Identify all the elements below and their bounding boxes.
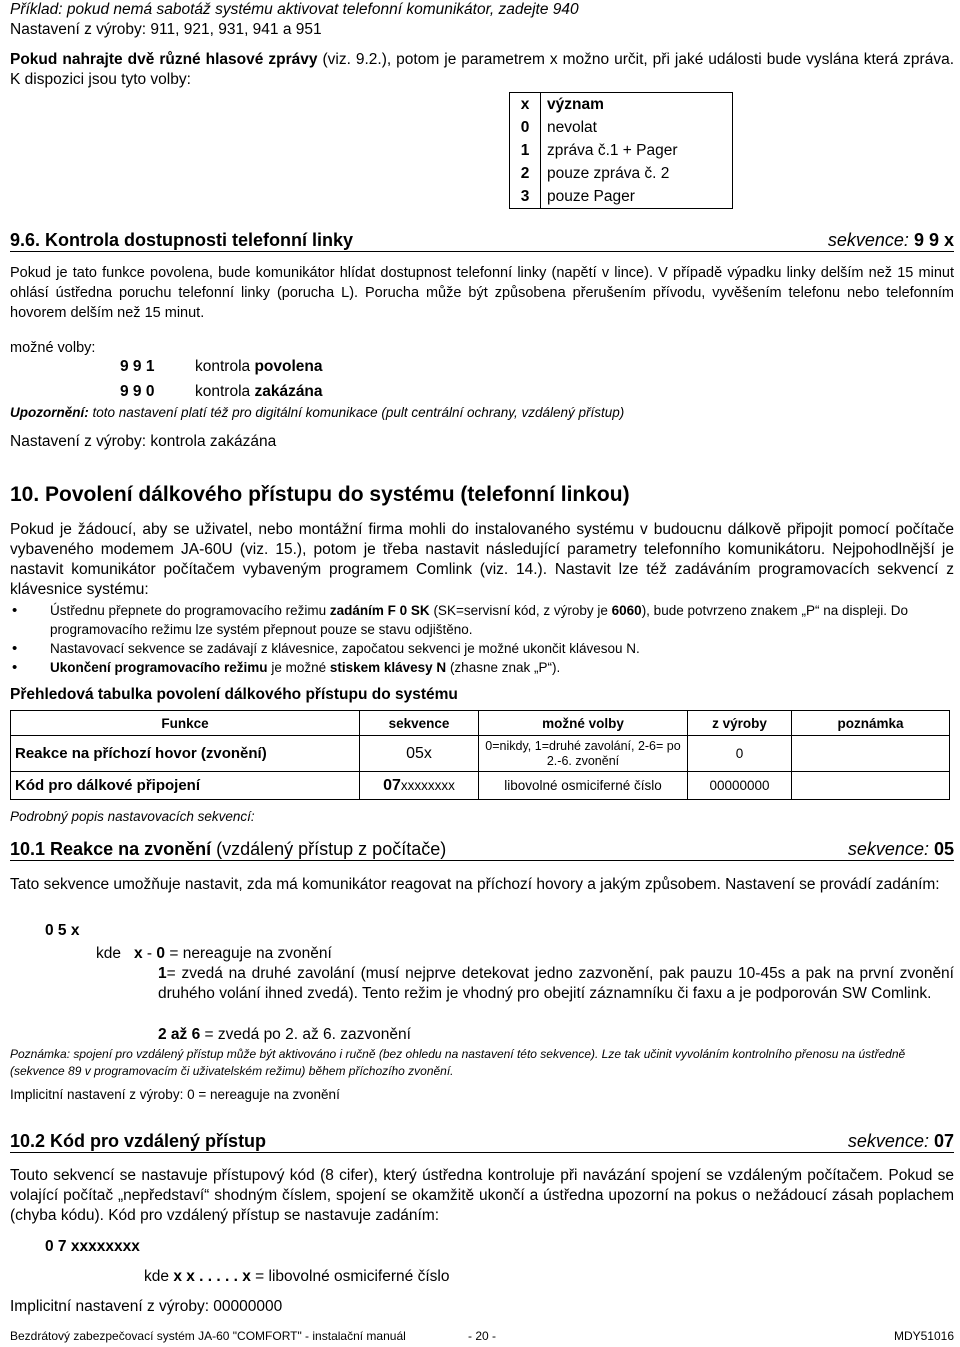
implicit-setting: Implicitní nastavení z výroby: 0 = nereaguje na zvonění	[10, 1087, 340, 1102]
implicit-setting: Implicitní nastavení z výroby: 00000000	[10, 1298, 283, 1315]
footer-left: Bezdrátový zabezpečovací systém JA-60 "COMFORT" - instalační manuál	[10, 1329, 406, 1343]
table-cell: 1	[510, 139, 541, 162]
section-10-1-paragraph: Tato sekvence umožňuje nastavit, zda má komunikátor reagovat na příchozí hovory a jakým způsobem. Nastavení se provádí zadáním:	[10, 876, 940, 893]
option-value: povolena	[254, 358, 323, 375]
table-cell: 3	[510, 185, 541, 209]
table-cell: 0	[510, 116, 541, 139]
table-row	[510, 93, 733, 117]
table-cell: zpráva č.1 + Pager	[541, 139, 733, 162]
table-cell: 0=nikdy, 1=druhé zavolání, 2-6= po 2.-6. zvonění	[479, 736, 688, 772]
warning-text: toto nastavení platí též pro digitální komunikace (pult centrální ochrany, vzdálený přístup)	[88, 405, 625, 420]
section-10-1-heading	[10, 839, 954, 861]
table-header-cell: x	[510, 93, 541, 117]
table-cell: 2	[510, 162, 541, 185]
table-header-cell: význam	[541, 93, 733, 117]
table-cell: libovolné osmiciferné číslo	[479, 772, 688, 800]
sequence-code: 0 7 xxxxxxxx	[45, 1238, 140, 1255]
detail-label: Podrobný popis nastavovacích sekvencí:	[10, 809, 255, 824]
table-row	[510, 185, 733, 209]
table-cell	[792, 736, 950, 772]
section-10-2-paragraph: Touto sekvencí se nastavuje přístupový kód (8 cifer), který ústředna kontroluje při navázání spojení se vzdáleným počítačem. Pokud se volající počítač „nepředstaví“ shodným číslem, spojení se okamžitě ukončí a ústředna upozorní na pokus o nežádoucí zásah poplachem (chyba kódu). Kód pro vzdálený přístup se nastavuje zadáním:	[10, 1167, 954, 1224]
kde-line: kde x x . . . . . x = libovolné osmiciferné číslo	[144, 1268, 450, 1285]
table-cell: 05x	[360, 736, 479, 772]
intro-rest: (viz. 9.2.), potom je parametrem x možno určit, při jaké události bude vyslána která zpráva. K dispozici jsou tyto volby:	[10, 51, 954, 88]
table-header-cell: možné volby	[479, 711, 688, 736]
option-code: 9 9 1	[120, 358, 155, 375]
intro-bold: Pokud nahrajte dvě různé hlasové zprávy	[10, 51, 318, 68]
option-x2: 2 až 6 = zvedá po 2. až 6. zazvonění	[158, 1026, 411, 1043]
section-10-title: 10. Povolení dálkového přístupu do systému (telefonní linkou)	[10, 483, 630, 506]
section-title: 10.2 Kód pro vzdálený přístup	[10, 1131, 267, 1151]
table-cell: nevolat	[541, 116, 733, 139]
option-x1: 1= zvedá na druhé zavolání (musí nejprve detekovat jedno zazvonění, pak pauzu 10-45s a pak na první zvonění druhého volání ihned zvedá). Tento režim je vhodný pro obejití záznamníku či faxu a je podporován SW Comlink.	[158, 965, 954, 1002]
sequence-value: 05	[933, 839, 954, 859]
table-header-cell: poznámka	[792, 711, 950, 736]
table-cell: 07xxxxxxxx	[360, 772, 479, 800]
sequence-value: 07	[933, 1131, 954, 1151]
section-title: 10.1 Reakce na zvonění	[10, 839, 212, 859]
option-enable	[120, 357, 323, 377]
list-item: • Nastavovací sekvence se zadávají z klávesnice, započatou sekvenci je možné ukončit klávesou N.	[50, 639, 954, 658]
factory-setting: Nastavení z výroby: kontrola zakázána	[10, 433, 277, 450]
table-cell	[792, 772, 950, 800]
table-cell: 0	[688, 736, 792, 772]
options-label: možné volby:	[10, 340, 96, 356]
factory-default-line: Nastavení z výroby: 911, 921, 931, 941 a 951	[10, 21, 322, 38]
warning-note	[10, 404, 624, 422]
intro-paragraph	[10, 50, 954, 90]
table-cell: Reakce na příchozí hovor (zvonění)	[11, 736, 360, 772]
section-9-6-paragraph: Pokud je tato funkce povolena, bude komunikátor hlídat dostupnost telefonní linky (napětí v lince). V případě výpadku linky delším než 15 minut ohlásí ústředna poruchu telefonní linky (porucha L). Porucha může být způsobena přerušením přívodu, vyvěšením telefonu nebo telefonním hovorem delším než 15 minut.	[10, 265, 954, 321]
page-footer	[10, 1329, 954, 1343]
sequence-label: sekvence:	[827, 230, 909, 250]
list-item: • Ústřednu přepnete do programovacího režimu zadáním F 0 SK (SK=servisní kód, z výroby je 6060), bude potvrzeno znakem „P“ na displeji. Do programovacího režimu lze systém přepnout pouze se stavu odjištěno.	[50, 601, 954, 639]
table-row	[11, 736, 950, 772]
table-cell: pouze Pager	[541, 185, 733, 209]
warning-label: Upozornění:	[10, 405, 89, 420]
table-row	[510, 116, 733, 139]
bullet-list	[10, 601, 954, 677]
option-text: kontrola	[195, 358, 255, 375]
remote-access-table	[10, 710, 950, 800]
table-row	[11, 711, 950, 736]
section-10-paragraph: Pokud je žádoucí, aby se uživatel, nebo montážní firma mohli do instalovaného systému v budoucnu dálkově připojit pomocí počítače vybaveného modemem JA-60U (viz. 15.), potom je třeba nastavit následující parametry telefonního komunikátoru. Nejpohodlnější je nastavit komunikátor počítačem vybaveným programem Comlink (viz. 14.). Nastavit lze též zadáváním programovacích sekvencí z klávesnice systému:	[10, 521, 954, 598]
table-row	[11, 772, 950, 800]
table-cell: 00000000	[688, 772, 792, 800]
overview-table-title: Přehledová tabulka povolení dálkového přístupu do systému	[10, 686, 458, 703]
note: Poznámka: spojení pro vzdálený přístup může být aktivováno i ručně (bez ohledu na nastavení této sekvence). Lze tak učinit vyvoláním kontrolního přenosu na ústředně (sekvence 89 v programovacím či uživatelském režimu) během příchozího zvonění.	[10, 1047, 906, 1078]
option-text: kontrola	[195, 383, 255, 400]
table-cell: pouze zpráva č. 2	[541, 162, 733, 185]
option-disable	[120, 382, 323, 402]
sequence-code: 0 5 x	[45, 922, 80, 939]
x-meaning-table	[509, 92, 733, 209]
section-9-6-heading	[10, 230, 954, 252]
table-header-cell: Funkce	[11, 711, 360, 736]
example-line: Příklad: pokud nemá sabotáž systému aktivovat telefonní komunikátor, zadejte 940	[10, 1, 579, 18]
option-x0: x - 0 = nereaguje na zvonění	[134, 945, 332, 962]
sequence-label: sekvence:	[847, 839, 929, 859]
table-header-cell: sekvence	[360, 711, 479, 736]
section-10-2-heading	[10, 1131, 954, 1153]
table-cell: Kód pro dálkové připojení	[11, 772, 360, 800]
footer-right: MDY51016	[893, 1329, 954, 1343]
section-subtitle: (vzdálený přístup z počítače)	[211, 839, 447, 859]
sequence-value: 9 9 x	[913, 230, 954, 250]
section-title: 9.6. Kontrola dostupnosti telefonní linky	[10, 230, 354, 250]
table-row	[510, 139, 733, 162]
table-header-cell: z výroby	[688, 711, 792, 736]
kde-label: kde	[96, 945, 121, 962]
option-value: zakázána	[254, 383, 323, 400]
table-row	[510, 162, 733, 185]
option-code: 9 9 0	[120, 383, 155, 400]
page-number: - 20 -	[468, 1329, 497, 1343]
list-item: • Ukončení programovacího režimu je možné stiskem klávesy N (zhasne znak „P“).	[50, 658, 954, 677]
sequence-label: sekvence:	[847, 1131, 929, 1151]
